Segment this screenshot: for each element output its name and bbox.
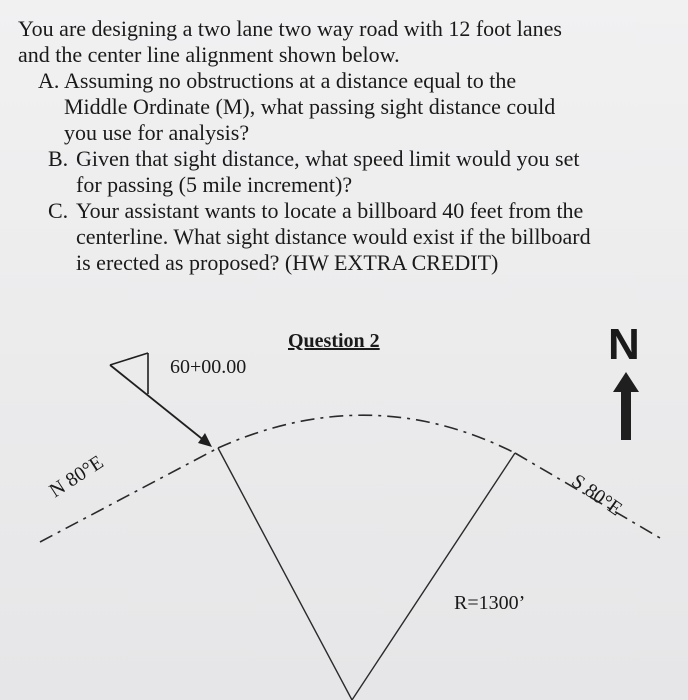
station-flag-top xyxy=(110,353,148,365)
figure-title: Question 2 xyxy=(288,330,380,352)
intro-line-1: You are designing a two lane two way road with 12 foot lanes xyxy=(18,16,562,41)
curve-arc xyxy=(218,415,515,453)
item-c-line-2: centerline. What sight distance would exist if the billboard xyxy=(76,224,591,249)
tangent-out-bearing: S 80°E xyxy=(567,470,627,521)
item-b-line-2: for passing (5 mile increment)? xyxy=(76,172,353,197)
intro-line-2: and the center line alignment shown below. xyxy=(18,42,400,67)
item-marker-b: B. xyxy=(48,146,69,171)
question-item-c xyxy=(18,198,678,276)
radius-line-right xyxy=(352,453,515,700)
north-label: N xyxy=(608,320,640,369)
station-arrowhead xyxy=(198,433,212,447)
north-arrow-icon xyxy=(613,372,639,440)
question-item-b xyxy=(18,146,678,198)
item-a-line-1: Assuming no obstructions at a distance equal to the xyxy=(64,68,517,93)
alignment-diagram xyxy=(0,320,688,700)
station-label: 60+00.00 xyxy=(170,356,247,378)
alignment-drawing xyxy=(0,320,688,700)
item-c-line-1: Your assistant wants to locate a billboard 40 feet from the xyxy=(76,198,584,223)
item-c-line-3: is erected as proposed? (HW EXTRA CREDIT) xyxy=(76,250,499,275)
item-b-line-1: Given that sight distance, what speed limit would you set xyxy=(76,146,580,171)
radius-line-left xyxy=(218,448,352,700)
problem-text xyxy=(18,16,678,276)
item-marker-c: C. xyxy=(48,198,69,223)
question-item-a xyxy=(18,68,678,146)
item-a-line-3: you use for analysis? xyxy=(64,120,250,145)
tangent-in-bearing: N 80°E xyxy=(45,451,108,503)
radius-label: R=1300’ xyxy=(454,592,526,614)
item-marker-a: A. xyxy=(38,68,60,93)
item-a-line-2: Middle Ordinate (M), what passing sight distance could xyxy=(64,94,556,119)
